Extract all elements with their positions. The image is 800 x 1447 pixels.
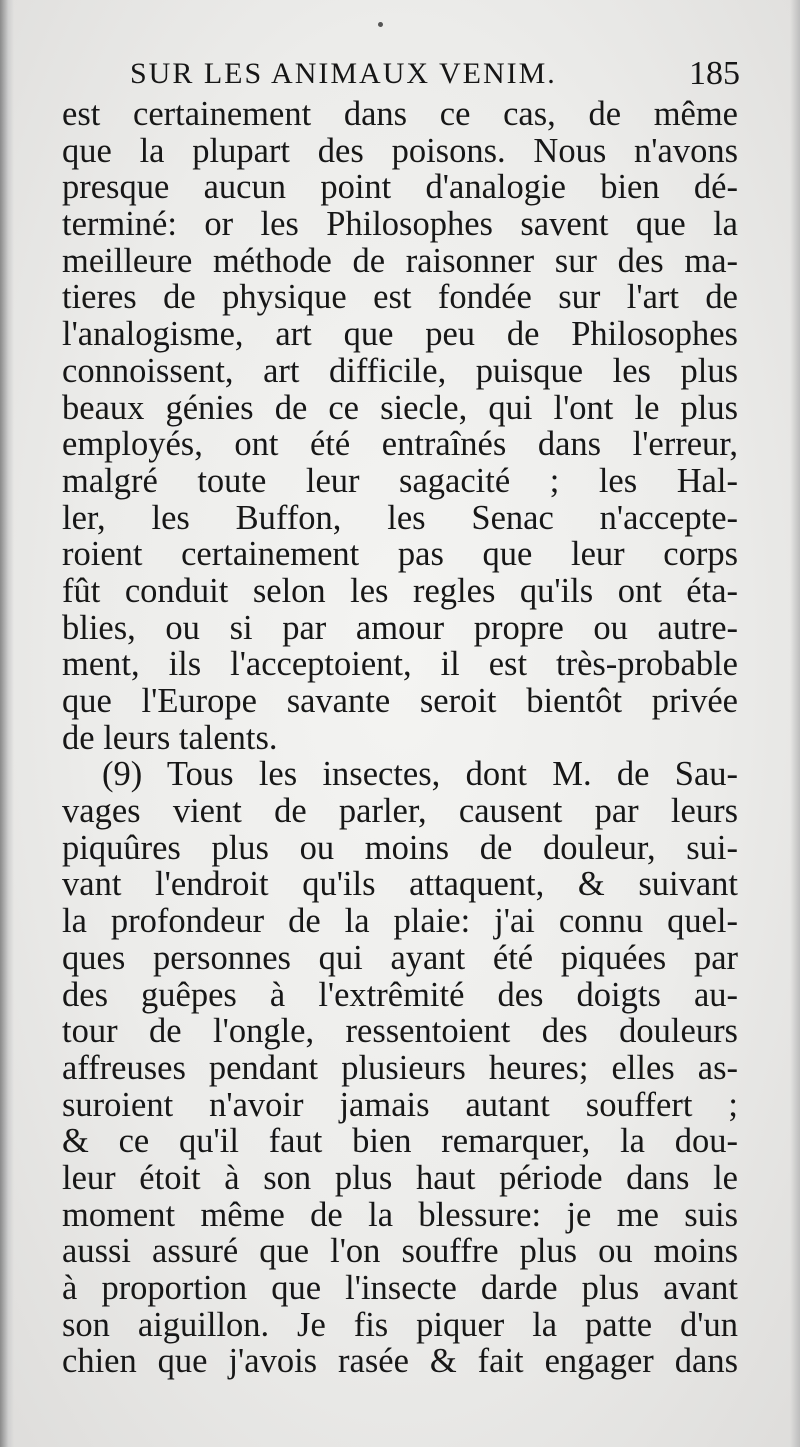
text-line: tieres de physique est fondée sur l'art de <box>62 278 738 317</box>
running-head-title: SUR LES ANIMAUX VENIM. <box>130 57 557 90</box>
text-line: & ce qu'il faut bien remarquer, la dou- <box>62 1122 738 1161</box>
text-line: est certainement dans ce cas, de même <box>62 95 738 133</box>
scan-edge-left <box>0 0 14 1447</box>
text-line: fût conduit selon les regles qu'ils ont éta- <box>62 571 738 610</box>
text-line: connoissent, art difficile, puisque les plus <box>62 351 738 390</box>
text-line: que la plupart des poisons. Nous n'avons <box>62 131 738 170</box>
text-line: terminé: or les Philosophes savent que la <box>62 205 738 244</box>
text-line: ler, les Buffon, les Senac n'accepte- <box>62 498 738 537</box>
text-line: chien que j'avois rasée & fait engager dans <box>62 1342 738 1381</box>
text-line: employés, ont été entraînés dans l'erreur, <box>62 425 738 464</box>
text-line: piquûres plus ou moins de douleur, sui- <box>62 828 738 867</box>
text-line: blies, ou si par amour propre ou autre- <box>62 608 738 647</box>
text-line: roient certainement pas que leur corps <box>62 535 738 574</box>
body-text <box>62 96 738 1380</box>
text-line: beaux génies de ce siecle, qui l'ont le plus <box>62 388 738 427</box>
text-line: son aiguillon. Je fis piquer la patte d'un <box>62 1305 738 1344</box>
text-line: l'analogisme, art que peu de Philosophes <box>62 315 738 354</box>
text-line: aussi assuré que l'on souffre plus ou moins <box>62 1232 738 1271</box>
text-line: meilleure méthode de raisonner sur des ma- <box>62 241 738 280</box>
text-line: leur étoit à son plus haut période dans le <box>62 1158 738 1197</box>
text-line: moment même de la blessure: je me suis <box>62 1195 738 1234</box>
text-line: des guêpes à l'extrêmité des doigts au- <box>62 975 738 1014</box>
ink-speck <box>378 22 383 27</box>
text-line-paragraph-start: (9) Tous les insectes, dont M. de Sau- <box>102 755 738 794</box>
text-line: la profondeur de la plaie: j'ai connu quel- <box>62 902 738 941</box>
running-head <box>130 52 740 96</box>
text-line: affreuses pendant plusieurs heures; elles as- <box>62 1048 738 1087</box>
text-line: ment, ils l'acceptoient, il est très-probable <box>62 645 738 684</box>
text-line: tour de l'ongle, ressentoient des douleurs <box>62 1012 738 1051</box>
text-line: ques personnes qui ayant été piquées par <box>62 938 738 977</box>
text-line: presque aucun point d'analogie bien dé- <box>62 168 738 207</box>
text-line: que l'Europe savante seroit bientôt privée <box>62 682 738 720</box>
text-line: à proportion que l'insecte darde plus avant <box>62 1269 738 1307</box>
text-line: vages vient de parler, causent par leurs <box>62 792 738 831</box>
page-number: 185 <box>689 55 740 92</box>
scan-edge-right <box>790 0 800 1447</box>
text-line: malgré toute leur sagacité ; les Hal- <box>62 461 738 500</box>
text-line: suroient n'avoir jamais autant souffert ; <box>62 1085 738 1124</box>
text-line: vant l'endroit qu'ils attaquent, & suivant <box>62 865 738 904</box>
text-line-paragraph-end: de leurs talents. <box>62 718 278 757</box>
